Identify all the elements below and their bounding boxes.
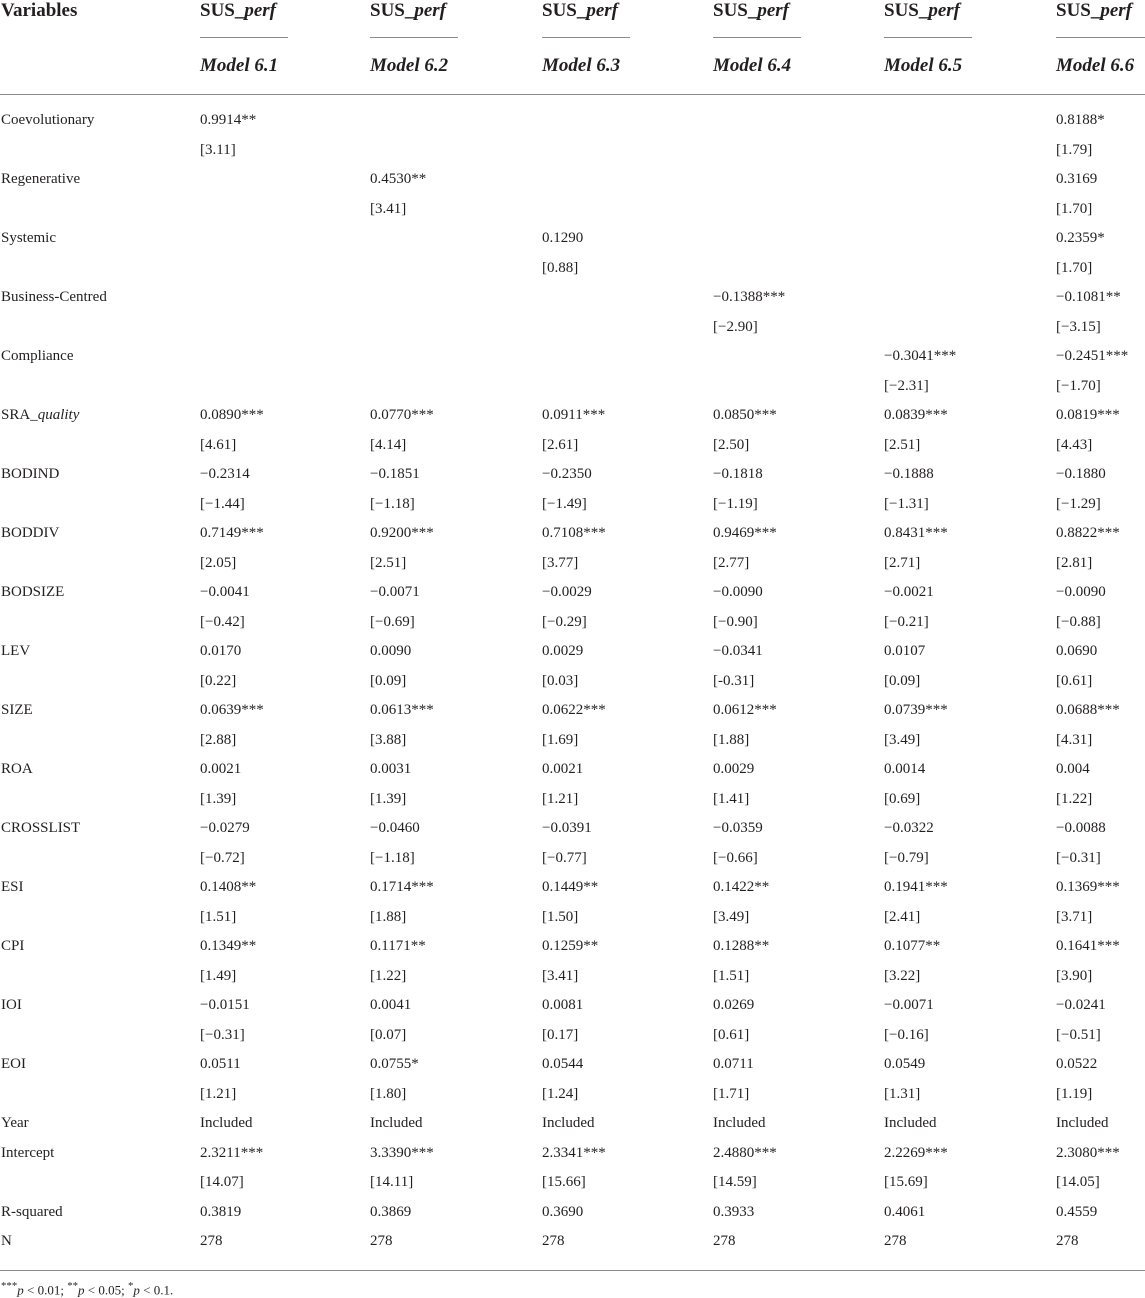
row-label: ROA: [1, 761, 33, 777]
table-cell: 0.0690: [1056, 643, 1098, 659]
table-cell: [1.71]: [713, 1086, 750, 1102]
table-cell: 0.9200***: [370, 525, 434, 541]
table-cell: 0.1259**: [542, 938, 599, 954]
table-cell: [1.70]: [1056, 260, 1093, 276]
table-cell: 0.0029: [713, 761, 755, 777]
table-cell: [0.61]: [1056, 673, 1093, 689]
table-cell: [3.88]: [370, 732, 407, 748]
row-label: BODSIZE: [1, 584, 65, 600]
table-cell: 0.1941***: [884, 879, 948, 895]
table-cell: −0.2350: [542, 466, 592, 482]
table-row: [0, 698, 1145, 727]
table-cell: [1.39]: [370, 791, 407, 807]
table-cell: [3.41]: [370, 201, 407, 217]
table-row: [0, 403, 1145, 432]
table-cell: −0.0460: [370, 820, 420, 836]
table-cell: 0.0269: [713, 997, 755, 1013]
table-cell: 278: [884, 1233, 907, 1249]
table-cell: [−1.19]: [713, 496, 758, 512]
table-cell: 0.0739***: [884, 702, 948, 718]
header-divider: [713, 37, 801, 38]
table-cell: [−0.79]: [884, 850, 929, 866]
table-row: [0, 374, 1145, 403]
table-cell: 278: [542, 1233, 565, 1249]
table-cell: −0.3041***: [884, 348, 957, 364]
table-cell: [3.41]: [542, 968, 579, 984]
table-cell: −0.0359: [713, 820, 763, 836]
table-cell: 278: [1056, 1233, 1079, 1249]
table-cell: [0.09]: [370, 673, 407, 689]
row-label: IOI: [1, 997, 22, 1013]
table-row: [0, 934, 1145, 963]
header-bottom-rule: [0, 94, 1145, 95]
table-row: [0, 816, 1145, 845]
table-header: [0, 0, 1145, 96]
table-cell: [1.21]: [200, 1086, 237, 1102]
row-label: N: [1, 1233, 12, 1249]
dependent-header-3: SUS_perf: [542, 0, 619, 21]
table-cell: [14.59]: [713, 1174, 757, 1190]
table-cell: 0.0031: [370, 761, 412, 777]
table-cell: [14.07]: [200, 1174, 244, 1190]
row-label: BODIND: [1, 466, 60, 482]
table-cell: [1.24]: [542, 1086, 579, 1102]
row-label: R-squared: [1, 1204, 63, 1220]
table-cell: [3.49]: [713, 909, 750, 925]
table-cell: [−2.90]: [713, 319, 758, 335]
variables-header: Variables: [1, 0, 78, 21]
table-cell: [1.70]: [1056, 201, 1093, 217]
table-cell: 0.0090: [370, 643, 412, 659]
table-cell: −0.0322: [884, 820, 934, 836]
row-label: Regenerative: [1, 171, 81, 187]
table-cell: 0.004: [1056, 761, 1090, 777]
table-cell: [14.05]: [1056, 1174, 1100, 1190]
table-cell: 0.8822***: [1056, 525, 1120, 541]
table-row: [0, 1082, 1145, 1111]
table-cell: [4.31]: [1056, 732, 1093, 748]
model-header-5: Model 6.5: [884, 55, 963, 76]
table-cell: [1.79]: [1056, 142, 1093, 158]
table-cell: −0.1880: [1056, 466, 1106, 482]
table-cell: 0.0622***: [542, 702, 606, 718]
table-cell: −0.0151: [200, 997, 250, 1013]
table-cell: 0.1171**: [370, 938, 426, 954]
header-divider: [884, 37, 972, 38]
table-cell: [−0.77]: [542, 850, 587, 866]
table-cell: [0.88]: [542, 260, 579, 276]
table-cell: 0.8431***: [884, 525, 948, 541]
table-row: [0, 905, 1145, 934]
table-cell: 0.0081: [542, 997, 584, 1013]
table-cell: −0.1388***: [713, 289, 786, 305]
table-cell: 0.9914**: [200, 112, 257, 128]
table-cell: 0.4061: [884, 1204, 926, 1220]
table-cell: −0.0090: [1056, 584, 1106, 600]
table-row: [0, 197, 1145, 226]
table-cell: 0.1369***: [1056, 879, 1120, 895]
row-label: Year: [1, 1115, 29, 1131]
table-cell: 0.0029: [542, 643, 584, 659]
table-cell: [3.22]: [884, 968, 921, 984]
table-cell: [0.17]: [542, 1027, 579, 1043]
table-cell: −0.1888: [884, 466, 934, 482]
row-label: Systemic: [1, 230, 56, 246]
table-cell: Included: [713, 1115, 766, 1131]
table-cell: 0.0850***: [713, 407, 777, 423]
table-cell: −0.2451***: [1056, 348, 1129, 364]
table-cell: [−0.88]: [1056, 614, 1101, 630]
table-cell: −0.0041: [200, 584, 250, 600]
table-cell: [1.69]: [542, 732, 579, 748]
table-cell: 0.0522: [1056, 1056, 1098, 1072]
table-cell: [3.71]: [1056, 909, 1093, 925]
table-cell: [0.61]: [713, 1027, 750, 1043]
table-cell: 0.0549: [884, 1056, 926, 1072]
row-label: Coevolutionary: [1, 112, 95, 128]
dependent-header-6: SUS_perf: [1056, 0, 1133, 21]
table-cell: [−0.69]: [370, 614, 415, 630]
table-row: [0, 256, 1145, 285]
table-cell: [1.19]: [1056, 1086, 1093, 1102]
table-cell: −0.2314: [200, 466, 250, 482]
dependent-header-2: SUS_perf: [370, 0, 447, 21]
table-cell: [2.50]: [713, 437, 750, 453]
table-cell: [−1.29]: [1056, 496, 1101, 512]
table-row: [0, 993, 1145, 1022]
table-cell: 0.3690: [542, 1204, 584, 1220]
table-cell: −0.0279: [200, 820, 250, 836]
table-cell: [−2.31]: [884, 378, 929, 394]
table-cell: −0.0071: [884, 997, 934, 1013]
table-cell: 0.0107: [884, 643, 926, 659]
table-row: [0, 226, 1145, 255]
table-cell: [1.49]: [200, 968, 237, 984]
table-cell: [2.61]: [542, 437, 579, 453]
dependent-header-4: SUS_perf: [713, 0, 790, 21]
table-row: [0, 787, 1145, 816]
table-cell: [14.11]: [370, 1174, 414, 1190]
table-cell: −0.0029: [542, 584, 592, 600]
table-cell: [1.80]: [370, 1086, 407, 1102]
table-cell: 0.3933: [713, 1204, 755, 1220]
table-cell: 0.0014: [884, 761, 926, 777]
row-label: ESI: [1, 879, 24, 895]
table-cell: [4.43]: [1056, 437, 1093, 453]
table-cell: 0.3869: [370, 1204, 412, 1220]
table-cell: 0.0819***: [1056, 407, 1120, 423]
table-row: [0, 1229, 1145, 1258]
table-row: [0, 1200, 1145, 1229]
table-cell: [3.49]: [884, 732, 921, 748]
table-cell: −0.1081**: [1056, 289, 1121, 305]
table-cell: 278: [713, 1233, 736, 1249]
table-cell: −0.0341: [713, 643, 763, 659]
table-cell: 0.1077**: [884, 938, 941, 954]
table-row: [0, 462, 1145, 491]
table-cell: −0.1851: [370, 466, 420, 482]
model-header-1: Model 6.1: [200, 55, 279, 76]
table-cell: [−1.18]: [370, 850, 415, 866]
table-cell: [−0.66]: [713, 850, 758, 866]
significance-footnote: ***p < 0.01; **p < 0.05; *p < 0.1.: [1, 1280, 174, 1298]
table-cell: 0.4559: [1056, 1204, 1098, 1220]
row-label: Business-Centred: [1, 289, 107, 305]
table-cell: 0.1641***: [1056, 938, 1120, 954]
table-cell: 3.3390***: [370, 1145, 434, 1161]
table-cell: [1.22]: [1056, 791, 1093, 807]
table-cell: [1.21]: [542, 791, 579, 807]
table-cell: [−0.31]: [1056, 850, 1101, 866]
table-cell: −0.0391: [542, 820, 592, 836]
table-cell: 0.0639***: [200, 702, 264, 718]
table-row: [0, 315, 1145, 344]
table-cell: 0.0021: [200, 761, 242, 777]
table-cell: [1.22]: [370, 968, 407, 984]
table-cell: 0.0613***: [370, 702, 434, 718]
table-row: [0, 138, 1145, 167]
table-cell: 0.2359*: [1056, 230, 1105, 246]
model-header-3: Model 6.3: [542, 55, 621, 76]
dependent-header-5: SUS_perf: [884, 0, 961, 21]
table-cell: [1.39]: [200, 791, 237, 807]
row-label: CROSSLIST: [1, 820, 81, 836]
table-cell: [1.51]: [200, 909, 237, 925]
table-cell: [15.69]: [884, 1174, 928, 1190]
table-row: [0, 669, 1145, 698]
table-cell: [−1.70]: [1056, 378, 1101, 394]
table-cell: [1.88]: [713, 732, 750, 748]
table-cell: [2.81]: [1056, 555, 1093, 571]
table-cell: [−1.49]: [542, 496, 587, 512]
table-cell: [−1.18]: [370, 496, 415, 512]
table-cell: [1.88]: [370, 909, 407, 925]
table-cell: 0.0911***: [542, 407, 606, 423]
table-cell: 0.0755*: [370, 1056, 419, 1072]
table-cell: [−3.15]: [1056, 319, 1101, 335]
table-cell: [−0.21]: [884, 614, 929, 630]
table-cell: [−0.42]: [200, 614, 245, 630]
table-cell: [15.66]: [542, 1174, 586, 1190]
table-cell: [−1.44]: [200, 496, 245, 512]
table-cell: 0.8188*: [1056, 112, 1105, 128]
table-cell: 2.3080***: [1056, 1145, 1120, 1161]
model-header-6: Model 6.6: [1056, 55, 1135, 76]
table-cell: 2.3211***: [200, 1145, 264, 1161]
table-cell: 0.1349**: [200, 938, 257, 954]
table-cell: 0.7149***: [200, 525, 264, 541]
table-row: [0, 728, 1145, 757]
table-cell: [−0.29]: [542, 614, 587, 630]
table-cell: 0.1422**: [713, 879, 770, 895]
table-cell: [−0.16]: [884, 1027, 929, 1043]
table-cell: 0.1449**: [542, 879, 599, 895]
table-row: [0, 167, 1145, 196]
table-row: [0, 1023, 1145, 1052]
table-cell: [0.03]: [542, 673, 579, 689]
row-label: SRA_quality: [1, 407, 80, 423]
table-cell: [2.71]: [884, 555, 921, 571]
table-cell: −0.0071: [370, 584, 420, 600]
table-cell: −0.0090: [713, 584, 763, 600]
table-row: [0, 551, 1145, 580]
table-cell: [1.50]: [542, 909, 579, 925]
header-divider: [542, 37, 630, 38]
table-cell: 0.0770***: [370, 407, 434, 423]
row-label: LEV: [1, 643, 31, 659]
table-row: [0, 639, 1145, 668]
table-cell: 0.0041: [370, 997, 412, 1013]
table-cell: [4.61]: [200, 437, 237, 453]
dependent-header-1: SUS_perf: [200, 0, 277, 21]
table-cell: 0.0544: [542, 1056, 584, 1072]
table-row: [0, 108, 1145, 137]
table-cell: [−0.72]: [200, 850, 245, 866]
model-header-2: Model 6.2: [370, 55, 449, 76]
table-cell: 2.4880***: [713, 1145, 777, 1161]
table-cell: 0.3169: [1056, 171, 1098, 187]
table-cell: [2.51]: [884, 437, 921, 453]
table-cell: 0.0021: [542, 761, 584, 777]
table-cell: 0.1714***: [370, 879, 434, 895]
table-row: [0, 1141, 1145, 1170]
header-divider: [200, 37, 288, 38]
header-divider: [1056, 37, 1145, 38]
table-cell: −0.0241: [1056, 997, 1106, 1013]
table-bottom-rule: [0, 1270, 1145, 1271]
table-cell: −0.0088: [1056, 820, 1106, 836]
table-cell: 2.3341***: [542, 1145, 606, 1161]
table-row: [0, 875, 1145, 904]
table-cell: [3.11]: [200, 142, 236, 158]
table-cell: Included: [200, 1115, 253, 1131]
row-label: Intercept: [1, 1145, 55, 1161]
table-cell: [−1.31]: [884, 496, 929, 512]
table-row: [0, 433, 1145, 462]
table-cell: 0.0890***: [200, 407, 264, 423]
table-cell: Included: [542, 1115, 595, 1131]
table-row: [0, 492, 1145, 521]
table-cell: [3.90]: [1056, 968, 1093, 984]
table-cell: 0.0688***: [1056, 702, 1120, 718]
table-row: [0, 964, 1145, 993]
table-row: [0, 580, 1145, 609]
table-cell: [2.77]: [713, 555, 750, 571]
table-cell: [0.69]: [884, 791, 921, 807]
table-cell: [2.88]: [200, 732, 237, 748]
table-cell: [1.31]: [884, 1086, 921, 1102]
model-header-4: Model 6.4: [713, 55, 792, 76]
table-cell: [−0.31]: [200, 1027, 245, 1043]
table-cell: [0.07]: [370, 1027, 407, 1043]
table-cell: −0.1818: [713, 466, 763, 482]
table-row: [0, 757, 1145, 786]
table-cell: 0.1408**: [200, 879, 257, 895]
table-cell: [2.05]: [200, 555, 237, 571]
table-cell: [2.41]: [884, 909, 921, 925]
header-divider: [370, 37, 458, 38]
table-cell: 2.2269***: [884, 1145, 948, 1161]
table-row: [0, 1052, 1145, 1081]
table-cell: 0.0612***: [713, 702, 777, 718]
table-row: [0, 344, 1145, 373]
table-cell: [−0.51]: [1056, 1027, 1101, 1043]
table-cell: [0.22]: [200, 673, 237, 689]
table-cell: Included: [370, 1115, 423, 1131]
table-cell: 0.7108***: [542, 525, 606, 541]
table-cell: [4.14]: [370, 437, 407, 453]
table-cell: 0.1290: [542, 230, 584, 246]
table-cell: 0.0511: [200, 1056, 241, 1072]
table-cell: 0.3819: [200, 1204, 242, 1220]
row-label: EOI: [1, 1056, 26, 1072]
table-cell: [-0.31]: [713, 673, 755, 689]
table-cell: 0.0839***: [884, 407, 948, 423]
table-cell: 0.0711: [713, 1056, 754, 1072]
table-row: [0, 610, 1145, 639]
table-cell: 0.9469***: [713, 525, 777, 541]
table-row: [0, 846, 1145, 875]
table-cell: [1.41]: [713, 791, 750, 807]
table-cell: [−0.90]: [713, 614, 758, 630]
table-cell: 278: [370, 1233, 393, 1249]
table-cell: [3.77]: [542, 555, 579, 571]
table-cell: [0.09]: [884, 673, 921, 689]
row-label: SIZE: [1, 702, 33, 718]
table-cell: [2.51]: [370, 555, 407, 571]
row-label: Compliance: [1, 348, 74, 364]
table-row: [0, 521, 1145, 550]
table-cell: 0.4530**: [370, 171, 427, 187]
table-cell: 0.1288**: [713, 938, 770, 954]
table-cell: Included: [1056, 1115, 1109, 1131]
table-cell: Included: [884, 1115, 937, 1131]
table-cell: −0.0021: [884, 584, 934, 600]
table-cell: 278: [200, 1233, 223, 1249]
table-cell: 0.0170: [200, 643, 242, 659]
table-row: [0, 1170, 1145, 1199]
table-cell: [1.51]: [713, 968, 750, 984]
row-label: BODDIV: [1, 525, 60, 541]
table-row: [0, 1111, 1145, 1140]
table-row: [0, 285, 1145, 314]
row-label: CPI: [1, 938, 25, 954]
